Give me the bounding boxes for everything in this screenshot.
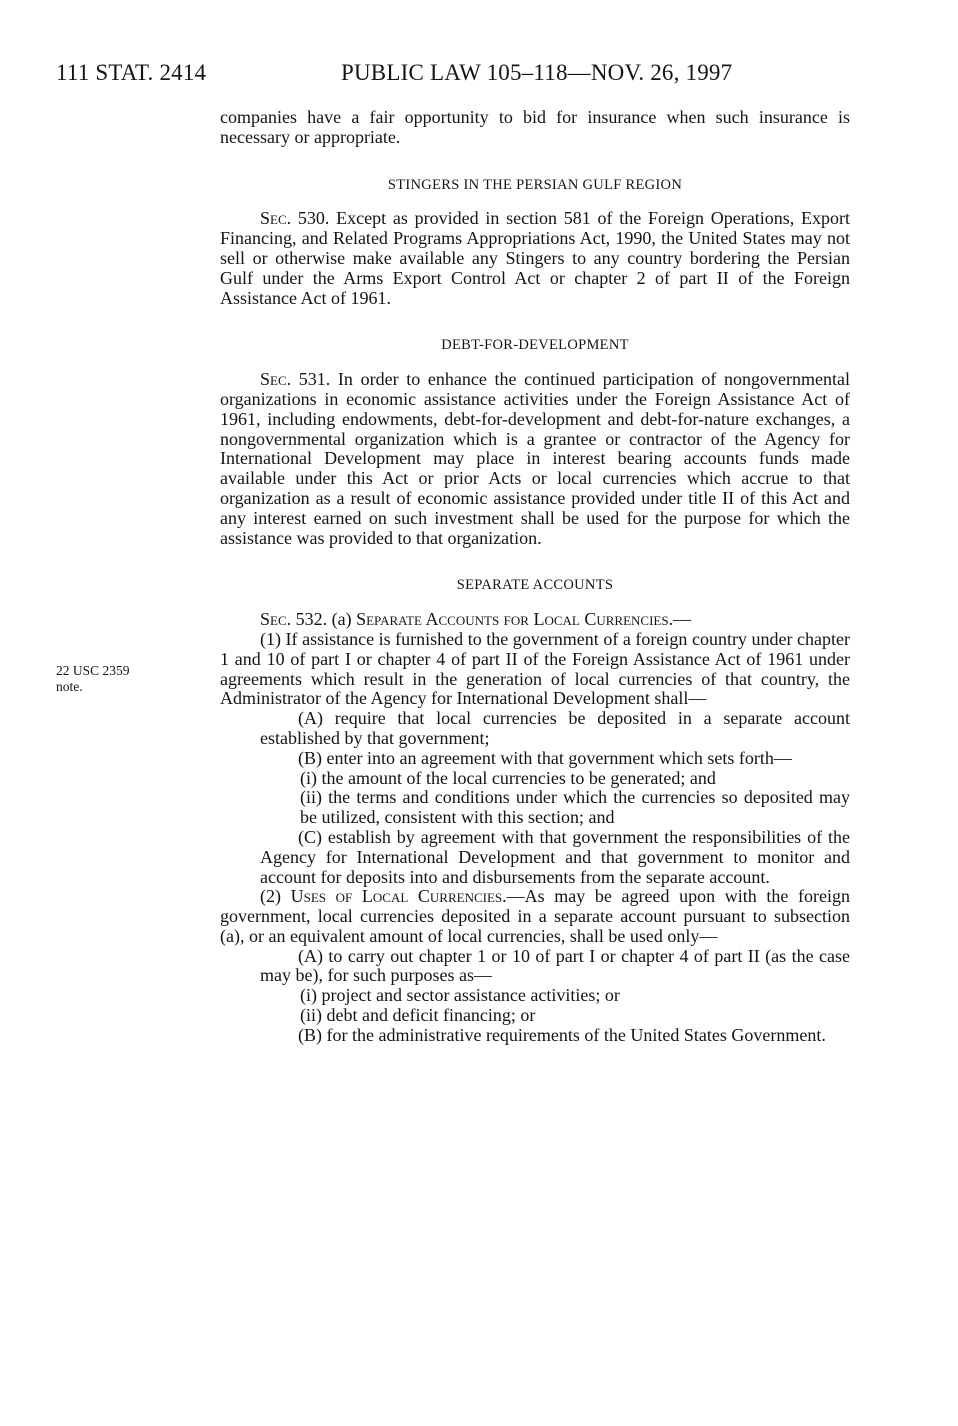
section-532-heading [220,610,850,630]
public-law-citation: PUBLIC LAW 105–118—NOV. 26, 1997 [341,60,733,85]
section-530-label: Sec. 530. [260,208,330,229]
margin-note-citation: 22 USC 2359 [56,663,130,678]
item-c: (C) establish by agreement with that government the responsibilities of the Agency for International Development and that government to monitor and account for deposits into and disbursements from the separate account. [260,826,850,887]
subsection-2-text: —As may be agreed upon with the foreign government, local currencies deposited in a separate account pursuant to subsection (a), or an equivalent amount of local currencies, shall be used only— [220,886,850,946]
section-heading-stingers: STINGERS IN THE PERSIAN GULF REGION [387,176,683,193]
section-heading-separate-accounts: SEPARATE ACCOUNTS [456,577,614,594]
section-532-a1: (1) If assistance is furnished to the government of a foreign country under chapter 1 and 10 of part I or chapter 4 of part II of the Foreign Assistance Act of 1961 under agreements which result in the generation of local currencies of that country, the Administrator of the Agency for International Development shall— [220,628,850,709]
subsection-2-heading: Uses of Local Currencies. [290,886,507,907]
document-body [220,108,850,1046]
section-532-a-prefix: (a) [327,609,357,630]
section-530-text: Except as provided in section 581 of the Foreign Operations, Export Financing, and Related Programs Appropriations Act, 1990, the United States may not sell or otherwise make available any Stingers to any country bordering the Persian Gulf under the Arms Export Control Act or chapter 2 of part II of the Foreign Assistance Act of 1961. [220,208,850,308]
section-531-text: In order to enhance the continued participation of nongovernmental organizations in economic assistance activities under the Foreign Assistance Act of 1961, including endowments, debt-for-development and debt-for-nature exchanges, a nongovernmental organization which is a grantee or contractor of the Agency for International Development may place in interest bearing accounts funds made available under this Act or prior Acts or local currencies which accrue to that organization as a result of economic assistance provided under title II of this Act and any interest earned on such investment shall be used for the purpose for which the assistance was provided to that organization. [220,369,850,548]
item-b-ii: (ii) the terms and conditions under which the currencies so deposited may be utilized, consistent with this section; and [300,787,850,828]
subsection-2 [220,887,850,946]
statute-page-number: 111 STAT. 2414 [56,60,207,85]
subsection-2-prefix: (2) [260,886,291,907]
subsection-2-item-a: (A) to carry out chapter 1 or 10 of part I or chapter 4 of part II (as the case may be), for such purposes as— [260,945,850,986]
section-532-a-heading: Separate Accounts for Local Currencies. [356,609,674,630]
subsection-2-item-a-i: (i) project and sector assistance activities; or [300,985,620,1006]
section-heading-debt: DEBT-FOR-DEVELOPMENT [441,337,629,354]
item-b-i: (i) the amount of the local currencies to be generated; and [300,767,716,788]
item-b: (B) enter into an agreement with that government which sets forth— [298,747,792,768]
section-531 [220,370,850,548]
subsection-2-item-b: (B) for the administrative requirements of the United States Government. [298,1024,826,1045]
section-532-a-dash: — [673,609,692,630]
margin-note [56,663,130,695]
item-a: (A) require that local currencies be deposited in a separate account established by that government; [260,708,850,748]
section-532-label: Sec. 532. [260,609,328,630]
section-531-label: Sec. 531. [260,369,331,390]
section-530 [220,209,850,308]
continued-paragraph: companies have a fair opportunity to bid for insurance when such insurance is necessary or appropriate. [220,107,850,147]
subsection-2-item-a-ii: (ii) debt and deficit financing; or [300,1005,536,1026]
margin-note-label: note. [56,679,83,694]
